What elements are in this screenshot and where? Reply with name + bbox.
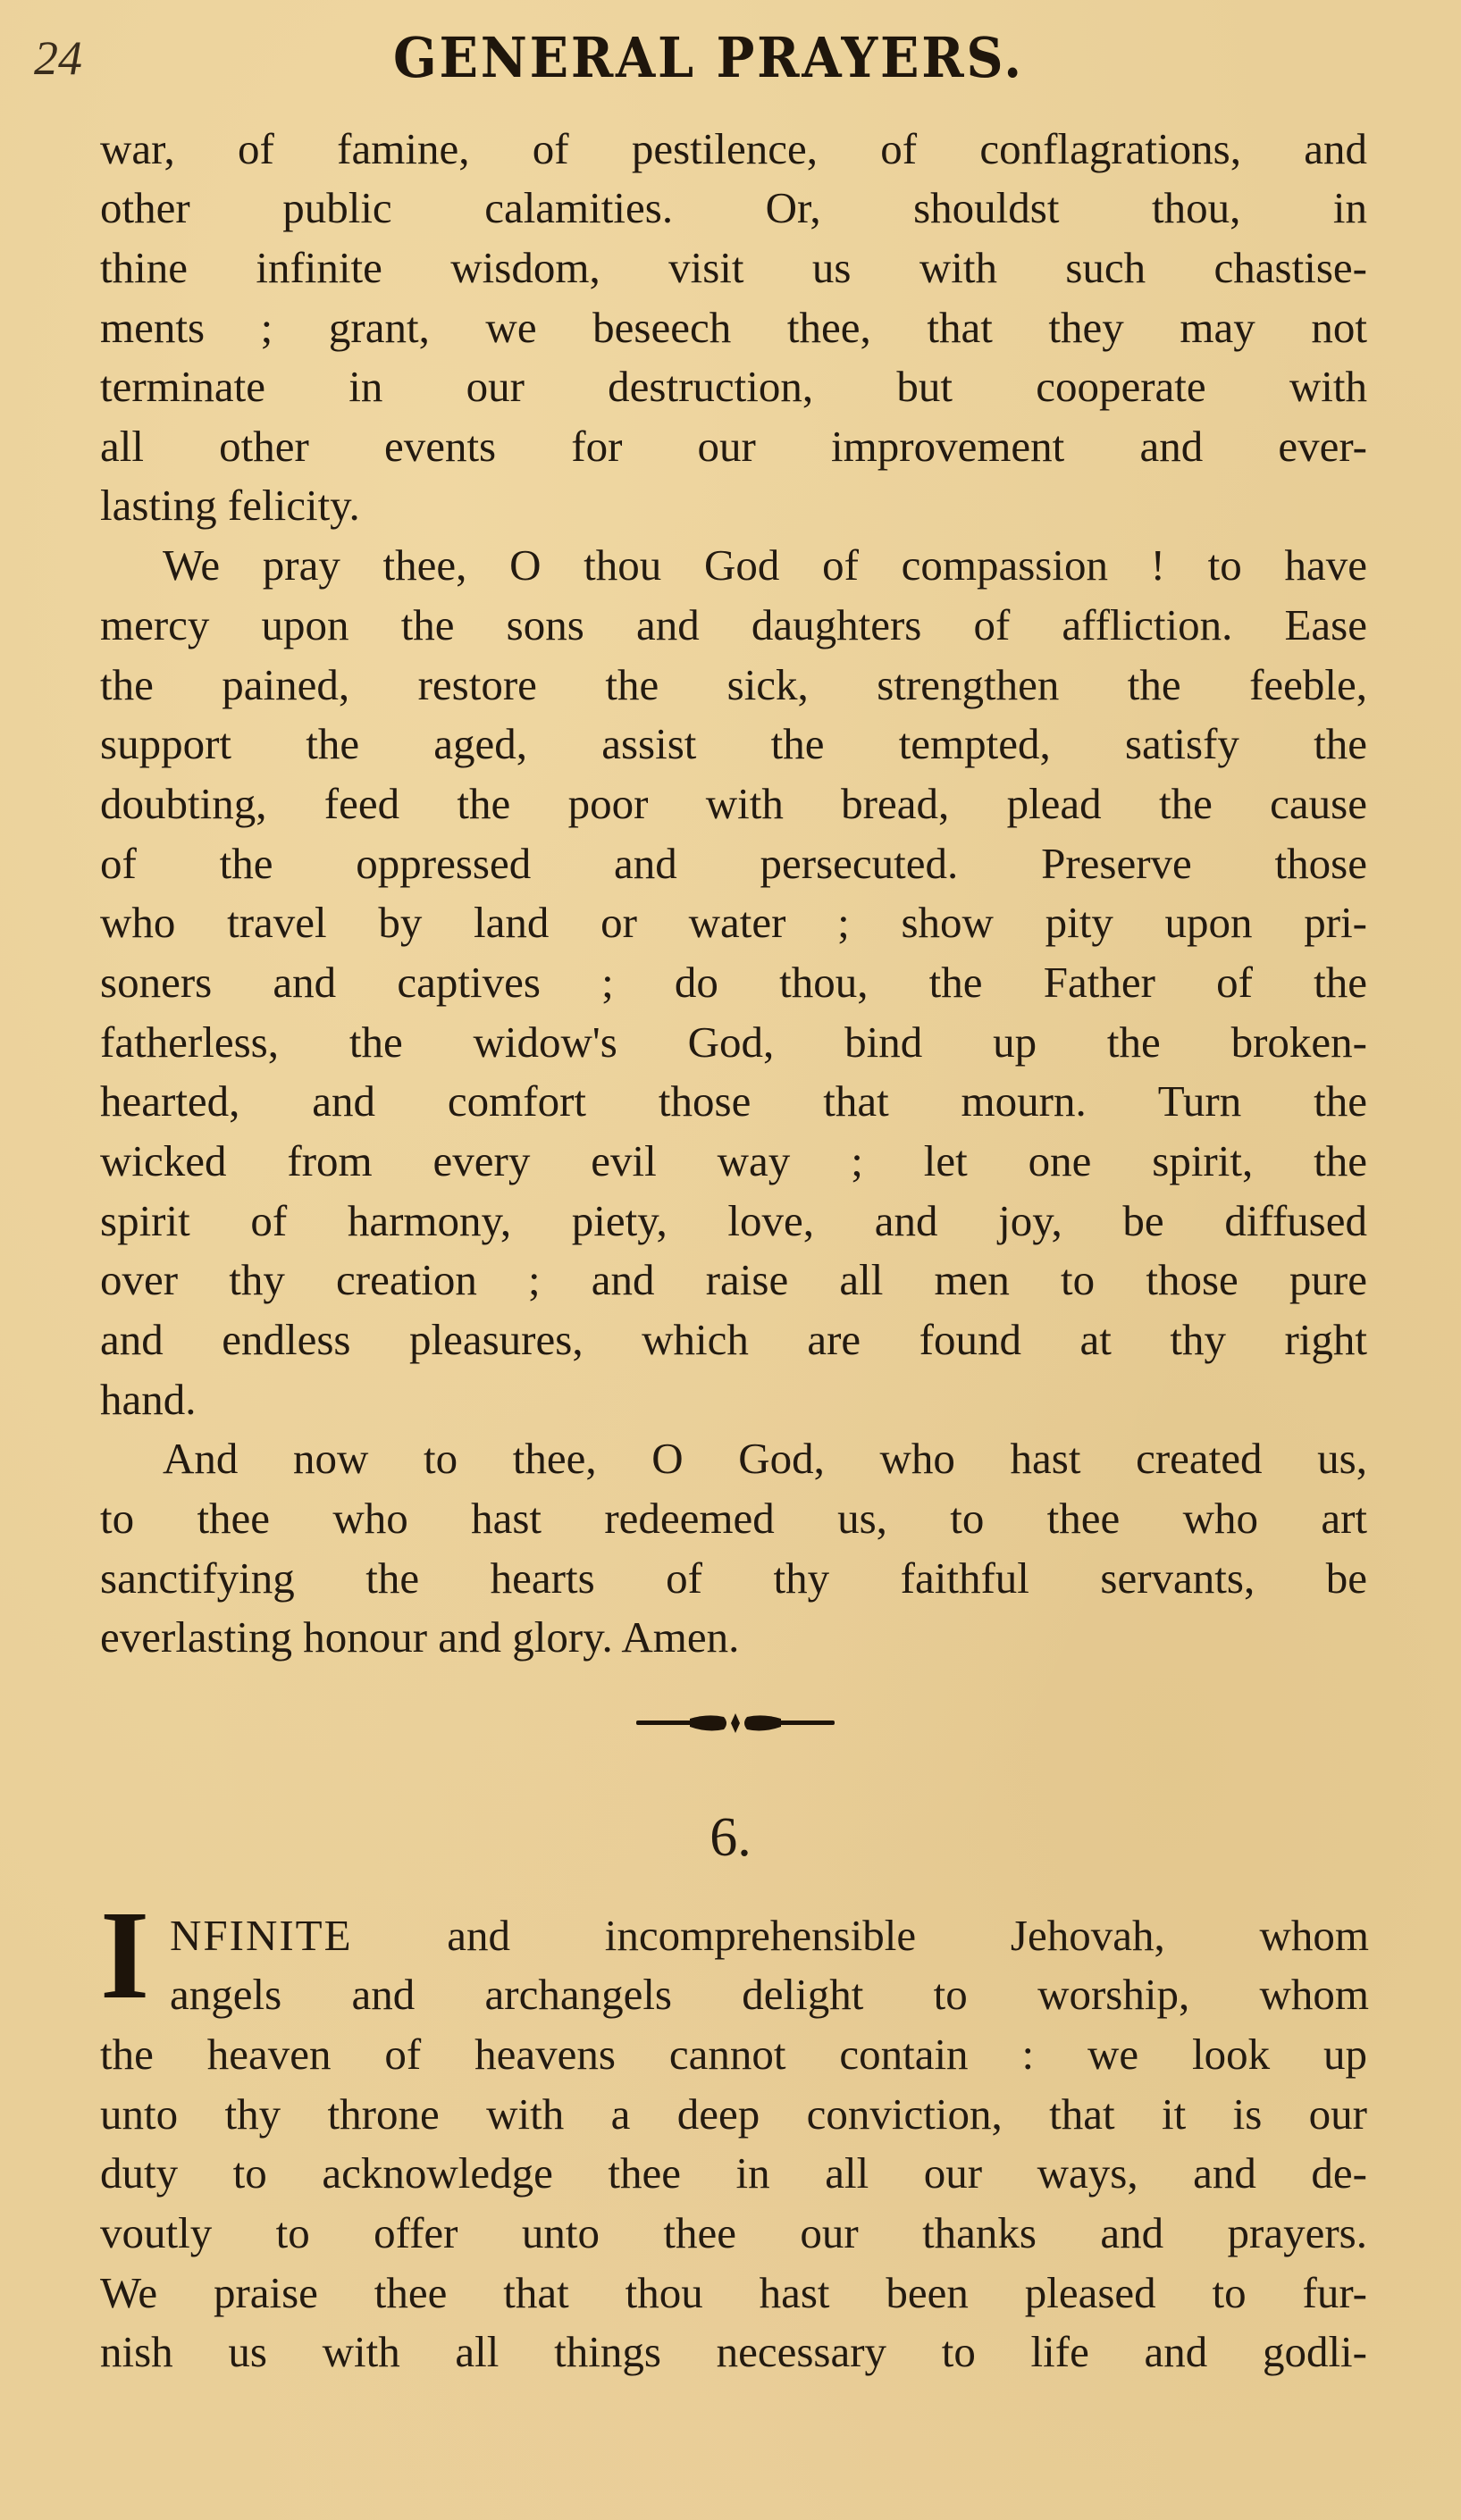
text-line: to thee who hast redeemed us, to thee who art [100,1494,1367,1543]
text-line: wicked from every evil way ; let one spirit, the [100,1136,1367,1185]
first-word-caps: NFINITE [170,1911,353,1960]
text-line: doubting, feed the poor with bread, plead the cause [100,779,1367,828]
running-title: GENERAL PRAYERS. [393,25,1024,90]
text-line: sanctifying the hearts of thy faithful servants, be [100,1553,1367,1603]
text-line: lasting felicity. [100,481,360,530]
text-line: nish us with all things necessary to life and godli- [100,2327,1367,2376]
text-line: voutly to offer unto thee our thanks and prayers. [100,2208,1367,2257]
first-line-rest: and incomprehensible Jehovah, whom [352,1911,1369,1960]
text-line: of the oppressed and persecuted. Preserve those [100,839,1367,888]
text-line: terminate in our destruction, but cooperate with [100,362,1367,411]
text-line: everlasting honour and glory. Amen. [100,1612,740,1662]
text-line: hand. [100,1375,197,1424]
text-line: ments ; grant, we beseech thee, that they may not [100,303,1367,352]
first-line [170,1906,1369,1965]
text-line: the heaven of heavens cannot contain : we look up [100,2030,1367,2079]
text-line: unto thy throne with a deep conviction, that it is our [100,2089,1367,2139]
drop-cap-letter: I [100,1884,150,2025]
text-line: duty to acknowledge thee in all our ways, and de- [100,2148,1367,2198]
text-line: who travel by land or water ; show pity upon pri- [100,898,1367,947]
text-line: fatherless, the widow's God, bind up the broken- [100,1017,1367,1067]
text-line: We praise thee that thou hast been pleased to fur- [100,2268,1367,2317]
text-line: over thy creation ; and raise all men to those pure [100,1255,1367,1304]
text-line: hearted, and comfort those that mourn. Turn the [100,1076,1367,1126]
text-line: spirit of harmony, piety, love, and joy, be diffused [100,1196,1367,1245]
page-number: 24 [34,31,82,85]
text-line: all other events for our improvement and ever- [100,422,1367,471]
text-line: thine infinite wisdom, visit us with such chastise- [100,243,1367,292]
text-line: support the aged, assist the tempted, satisfy the [100,719,1367,768]
text-line: the pained, restore the sick, strengthen the feeble, [100,660,1367,709]
text-line: angels and archangels delight to worship, whom [170,1970,1369,2019]
paragraph-start-line: We pray thee, O thou God of compassion ! to have [163,540,1367,590]
printer-ornament-divider-icon [636,1708,835,1738]
text-line: other public calamities. Or, shouldst thou, in [100,183,1367,232]
page-header [0,25,1461,96]
text-line: war, of famine, of pestilence, of conflagrations, and [100,124,1367,173]
text-line: and endless pleasures, which are found at thy right [100,1315,1367,1364]
paragraph-start-line: And now to thee, O God, who hast created us, [163,1434,1367,1483]
section-number: 6. [710,1807,751,1868]
text-line: mercy upon the sons and daughters of affliction. Ease [100,600,1367,649]
text-line: soners and captives ; do thou, the Father of the [100,958,1367,1007]
